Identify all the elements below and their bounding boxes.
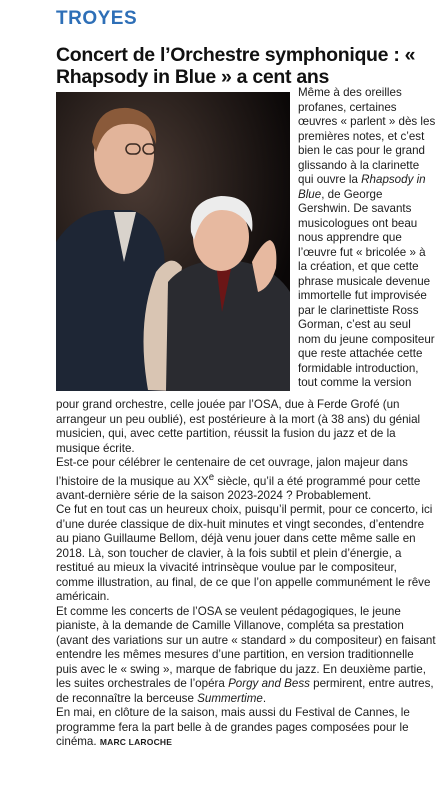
article-paragraph-1-part-2: , de George Gershwin. De savants musicologues ont beau nous apprendre que l’œuvre fut « bricolée » à la création, et que cette phrase musicale devenue immortelle fut improvisée par le clarinettiste Ross Gorman, c’est au seul nom du jeune compositeur que reste attachée cette formidable introduction, tout comme la version bbox=[298, 187, 435, 389]
article-paragraph-2 bbox=[56, 456, 436, 503]
work-title-rhapsody: Rhapsody in Blue bbox=[298, 173, 426, 201]
article-photo bbox=[56, 92, 290, 391]
headline: Concert de l’Orchestre symphonique : « Rhapsody in Blue » a cent ans bbox=[56, 44, 416, 88]
p4-text-b: permirent, entre autres, de reconnaître la berceuse bbox=[56, 677, 434, 705]
century-superscript: e bbox=[208, 471, 215, 483]
p4-text-a: Et comme les concerts de l’OSA se veulent pédagogiques, le jeune pianiste, à la demande de Camille Villanove, compléta sa prestation (avant des variations sur un autre « standard » du compositeur) en faisant entendre les mêmes mesures d’une partition, en version traditionnelle puis avec le « swing », marque de fabrique du jazz. En deuxième partie, les suites orchestrales de l’opéra bbox=[56, 604, 436, 691]
p2-text-b: siècle, qu’il a été programmé pour cette avant-dernière série de la saison 2023-2024 ? Probablement. bbox=[56, 474, 421, 502]
article-paragraph-1-continued: pour grand orchestre, celle jouée par l’OSA, due à Ferde Grofé (un arrangeur un peu oublié), est postérieure à la mort (à 38 ans) du génial musicien, qui, avec cette partition, réussit la fusion du jazz et de la musique écrite. bbox=[56, 398, 421, 455]
article-body bbox=[56, 398, 436, 750]
p2-text-a: Est-ce pour célébrer le centenaire de cet ouvrage, jalon majeur dans l’histoire de la musique au XX bbox=[56, 456, 408, 488]
concert-photo-illustration bbox=[56, 92, 290, 391]
p5-text: En mai, en clôture de la saison, mais aussi du Festival de Cannes, le programme fera la part belle à de grandes pages composées pour le cinéma. bbox=[56, 706, 410, 749]
p4-text-c: . bbox=[262, 691, 267, 705]
article-paragraph-3: Ce fut en tout cas un heureux choix, puisqu’il permit, pour ce concerto, ici d’une durée classique de dix-huit minutes et vingt secondes, d’entendre au piano Guillaume Bellom, déjà venu jouer dans cette même salle en 2018. Là, son toucher de clavier, à la fois subtil et plein d’énergie, a restitué au mieux la vivacité intrinsèque voulue par le compositeur, comme illustration, au final, de ce que l’on appelle communément le rêve américain. bbox=[56, 503, 433, 604]
article-paragraph-5 bbox=[56, 706, 436, 750]
article-paragraph-1-part-1: Même à des oreilles profanes, certaines œuvres « parlent » dès les premières notes, et c’est bien le cas pour le grand glissando à la clarinette qui ouvre la bbox=[298, 86, 436, 186]
section-label: TROYES bbox=[56, 8, 138, 29]
article-column-top bbox=[298, 86, 436, 391]
work-title-summertime: Summertime bbox=[197, 691, 263, 705]
author-byline: MARC LAROCHE bbox=[99, 737, 173, 748]
article-paragraph-4 bbox=[56, 605, 436, 707]
work-title-porgy: Porgy and Bess bbox=[228, 677, 310, 691]
